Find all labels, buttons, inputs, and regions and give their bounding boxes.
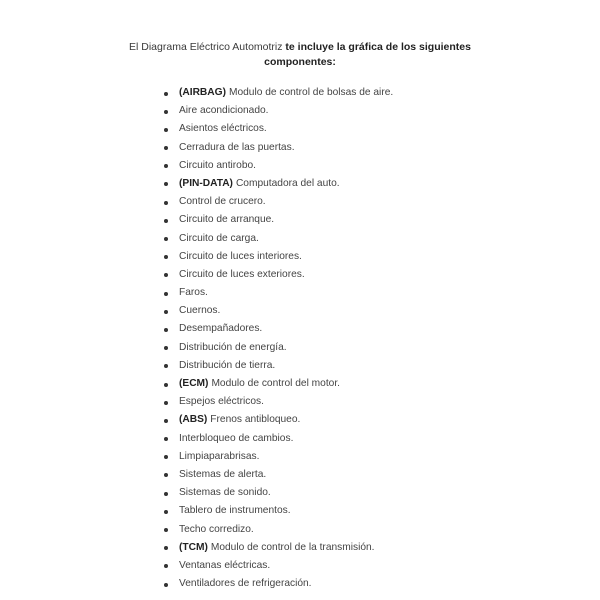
bullet-icon [164,564,168,568]
component-text: Cerradura de las puertas. [179,141,295,153]
component-text: Desempañadores. [179,323,263,335]
bullet-icon [164,292,168,296]
bullet-icon [164,146,168,150]
bullet-icon [164,255,168,259]
component-text: Modulo de control de bolsas de aire. [228,87,394,98]
component-text: Sistemas de alerta. [179,468,267,480]
component-text: Faros. [179,287,208,299]
list-item [164,230,393,248]
component-text: Ventanas eléctricas. [179,559,271,571]
component-text: Circuito de carga. [179,232,259,244]
component-text: Espejos eléctricos. [179,396,264,408]
component-text: Circuito de arranque. [179,214,275,226]
component-text: Distribución de energía. [179,341,287,353]
bullet-icon [164,528,168,532]
intro-bold-text-line2: componentes: [264,56,336,68]
component-text: Computadora del auto. [235,177,340,189]
list-item [164,393,393,411]
bullet-icon [164,164,168,168]
intro-paragraph [0,40,600,70]
intro-normal-text: El Diagrama Eléctrico Automotriz [129,41,286,53]
component-text: Frenos antibloqueo. [210,414,301,426]
list-item [164,411,393,429]
list-item [164,102,393,120]
component-text: Circuito antirobo. [179,159,257,171]
component-code: (ABS) [179,414,208,426]
bullet-icon [164,546,168,550]
bullet-icon [164,182,168,186]
component-text: Distribución de tierra. [179,359,276,371]
bullet-icon [164,237,168,241]
list-item [164,357,393,375]
bullet-icon [164,201,168,205]
list-item [164,211,393,229]
list-item [164,521,393,539]
list-item [164,84,393,102]
bullet-icon [164,401,168,405]
list-item [164,502,393,520]
component-text: Modulo de control del motor. [211,378,340,389]
component-text: Ventiladores de refrigeración. [179,578,312,590]
bullet-icon [164,419,168,423]
list-item [164,575,393,593]
bullet-icon [164,346,168,350]
bullet-icon [164,473,168,477]
component-code: (ECM) [179,378,209,389]
list-item [164,430,393,448]
bullet-icon [164,455,168,459]
component-code: (AIRBAG) [179,87,226,98]
intro-bold-text-line1: te incluye la gráfica de los siguientes [285,41,471,53]
component-text: Interbloqueo de cambios. [179,432,294,444]
list-item [164,175,393,193]
component-text: Limpiaparabrisas. [179,450,260,462]
bullet-icon [164,128,168,132]
bullet-icon [164,273,168,277]
list-item [164,284,393,302]
component-text: Techo corredizo. [179,523,254,535]
bullet-icon [164,92,168,96]
component-text: Sistemas de sonido. [179,487,271,499]
list-item [164,193,393,211]
component-text: Asientos eléctricos. [179,123,267,135]
component-text: Cuernos. [179,305,221,317]
list-item [164,302,393,320]
list-item [164,157,393,175]
component-code: (PIN-DATA) [179,177,233,189]
bullet-icon [164,364,168,368]
component-text: Circuito de luces interiores. [179,250,302,262]
bullet-icon [164,510,168,514]
bullet-icon [164,110,168,114]
component-text: Control de crucero. [179,196,266,208]
list-item [164,320,393,338]
bullet-icon [164,328,168,332]
component-list [164,84,393,593]
list-item [164,375,393,393]
bullet-icon [164,383,168,387]
bullet-icon [164,310,168,314]
list-item [164,139,393,157]
component-text: Tablero de instrumentos. [179,505,291,517]
list-item [164,248,393,266]
bullet-icon [164,219,168,223]
list-item [164,448,393,466]
list-item [164,557,393,575]
list-item [164,484,393,502]
bullet-icon [164,437,168,441]
list-item [164,539,393,557]
list-item [164,339,393,357]
component-text: Modulo de control de la transmisión. [210,541,375,553]
list-item [164,266,393,284]
component-text: Circuito de luces exteriores. [179,268,305,280]
component-text: Aire acondicionado. [179,105,269,117]
list-item [164,120,393,138]
bullet-icon [164,583,168,587]
list-item [164,466,393,484]
bullet-icon [164,492,168,496]
component-code: (TCM) [179,541,208,553]
